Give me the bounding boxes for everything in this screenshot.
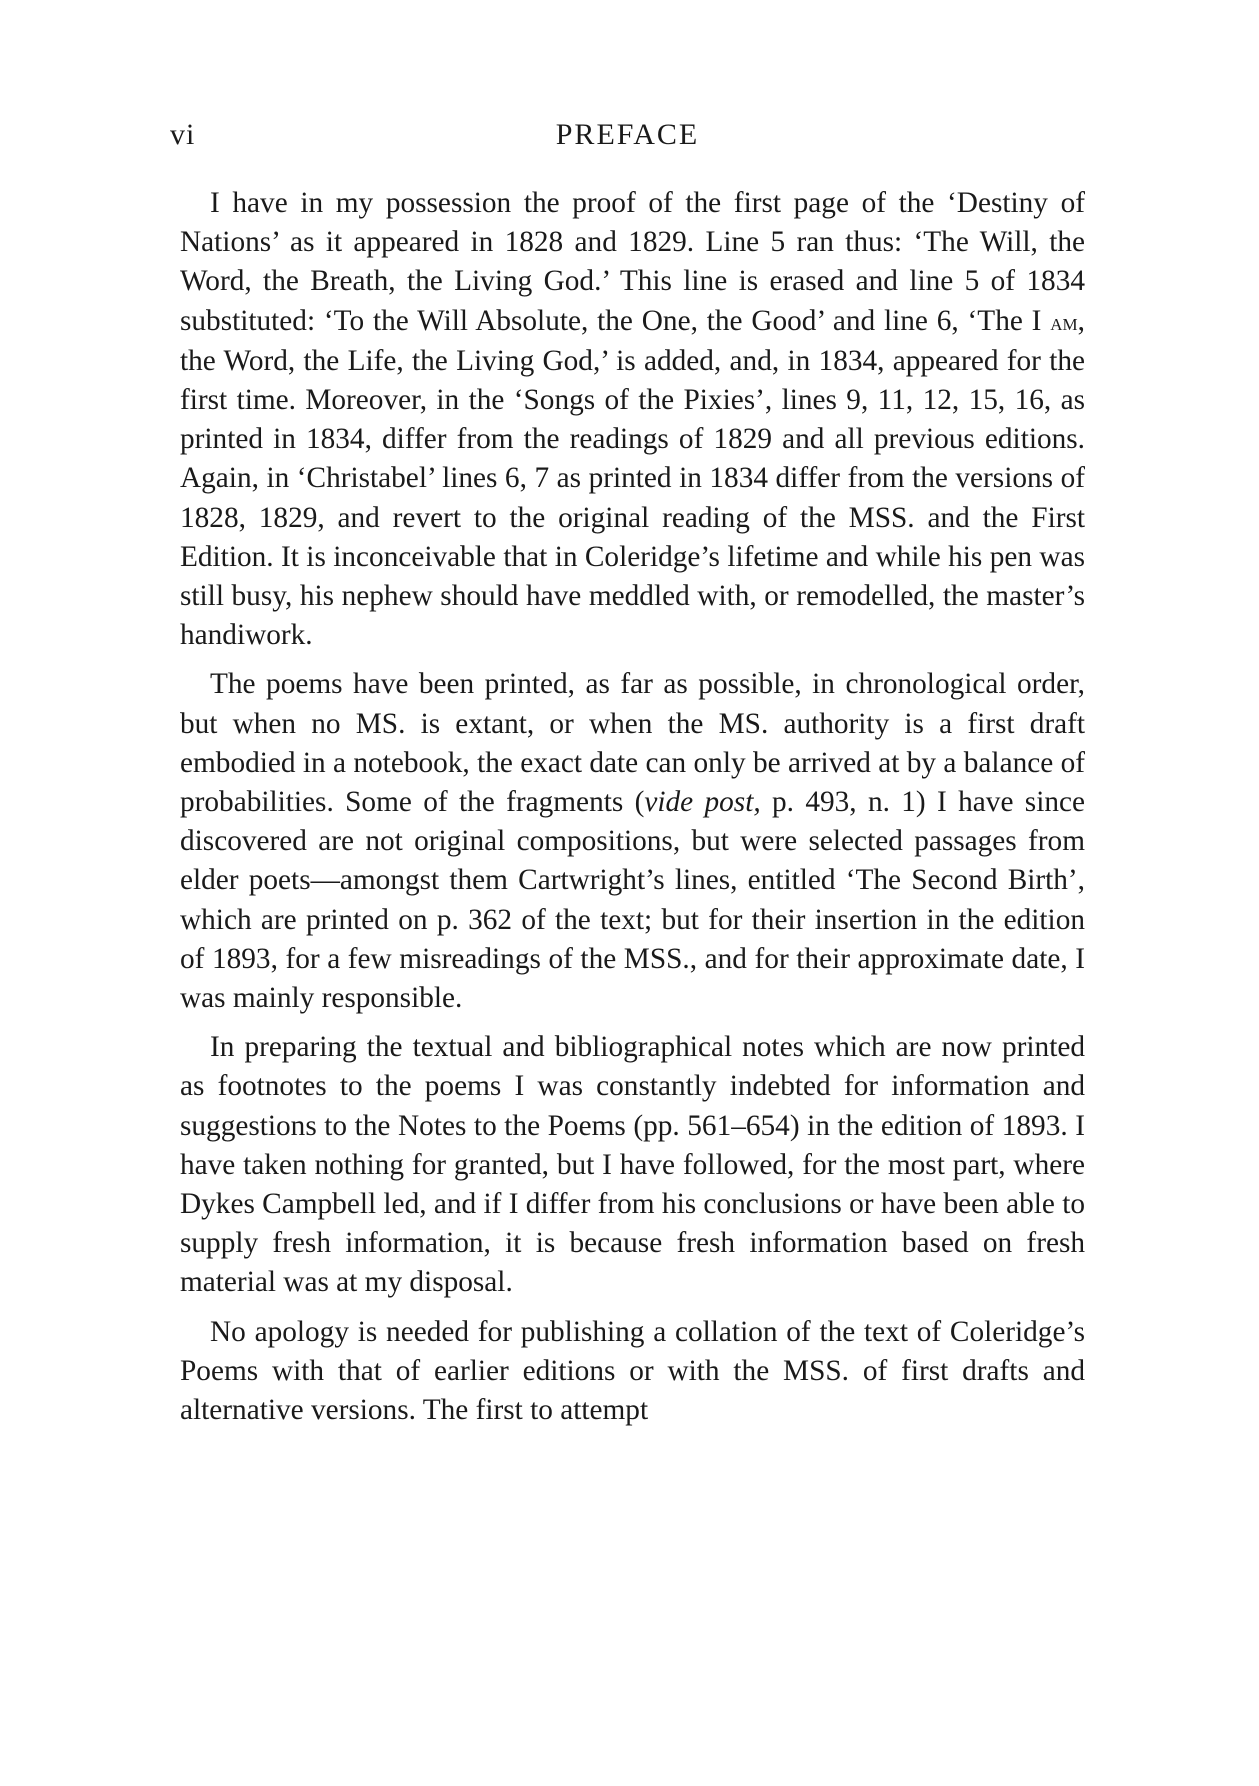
running-head: PREFACE [555, 118, 700, 151]
paragraph-text: , the Word, the Life, the Living God,’ is added, and, in 1834, appeared for the first time. Moreover, in the ‘Songs of the Pixies’, lines 9, 11, 12, 15, 16, as printed in 1834, differ from the readings of 1829 and all previous editions. Again, in ‘Christabel’ lines 6, 7 as printed in 1834 differ from the versions of 1828, 1829, and revert to the original reading of the MSS. and the First Edition. It is inconceivable that in Coleridge’s lifetime and while his pen was still busy, his nephew should have meddled with, or remodelled, the master’s handiwork. [180, 304, 1085, 652]
paragraph-destiny-of-nations [180, 184, 1085, 655]
paragraph-textual-notes: In preparing the textual and bibliographical notes which are now printed as footnotes to the poems I was constantly indebted for information and suggestions to the Notes to the Poems (pp. 561–654) in the edition of 1893. I have taken nothing for granted, but I have followed, for the most part, where Dykes Campbell led, and if I differ from his conclusions or have been able to supply fresh information, it is because fresh information based on fresh material was at my disposal. [180, 1031, 1085, 1299]
paragraph-collation: No apology is needed for publishing a collation of the text of Coleridge’s Poems with that of earlier editions or with the MSS. of first drafts and alternative versions. The first to attempt [180, 1315, 1085, 1427]
paragraph-chronological-order [180, 665, 1085, 1018]
paragraph-text: The poems have been printed, as far as possible, in chronological order, but when no MS. is extant, or when the MS. authority is a first draft embodied in a notebook, the exact date can only be arrived at by a balance of probabilities. Some of the fragments ( [180, 668, 1085, 819]
small-caps-word: am [1050, 308, 1078, 336]
italic-phrase: vide post, [644, 786, 761, 819]
page-header [170, 118, 1085, 158]
body-text [180, 184, 1085, 1440]
page-number: vi [170, 118, 196, 151]
paragraph-text: I have in my possession the proof of the first page of the ‘Destiny of Nations’ as it appeared in 1828 and 1829. Line 5 ran thus: ‘The Will, the Word, the Breath, the Living God.’ This line is erased and line 5 of 1834 substituted: ‘To the Will Absolute, the One, the Good’ and line 6, ‘The I [180, 187, 1085, 337]
paragraph-text: p. 493, n. 1) I have since discovered are not original compositions, but were selected passages from elder poets—amongst them Cartwright’s lines, entitled ‘The Second Birth’, which are printed on p. 362 of the text; but for their insertion in the edition of 1893, for a few misreadings of the MSS., and for their approximate date, I was mainly responsible. [180, 786, 1085, 1015]
